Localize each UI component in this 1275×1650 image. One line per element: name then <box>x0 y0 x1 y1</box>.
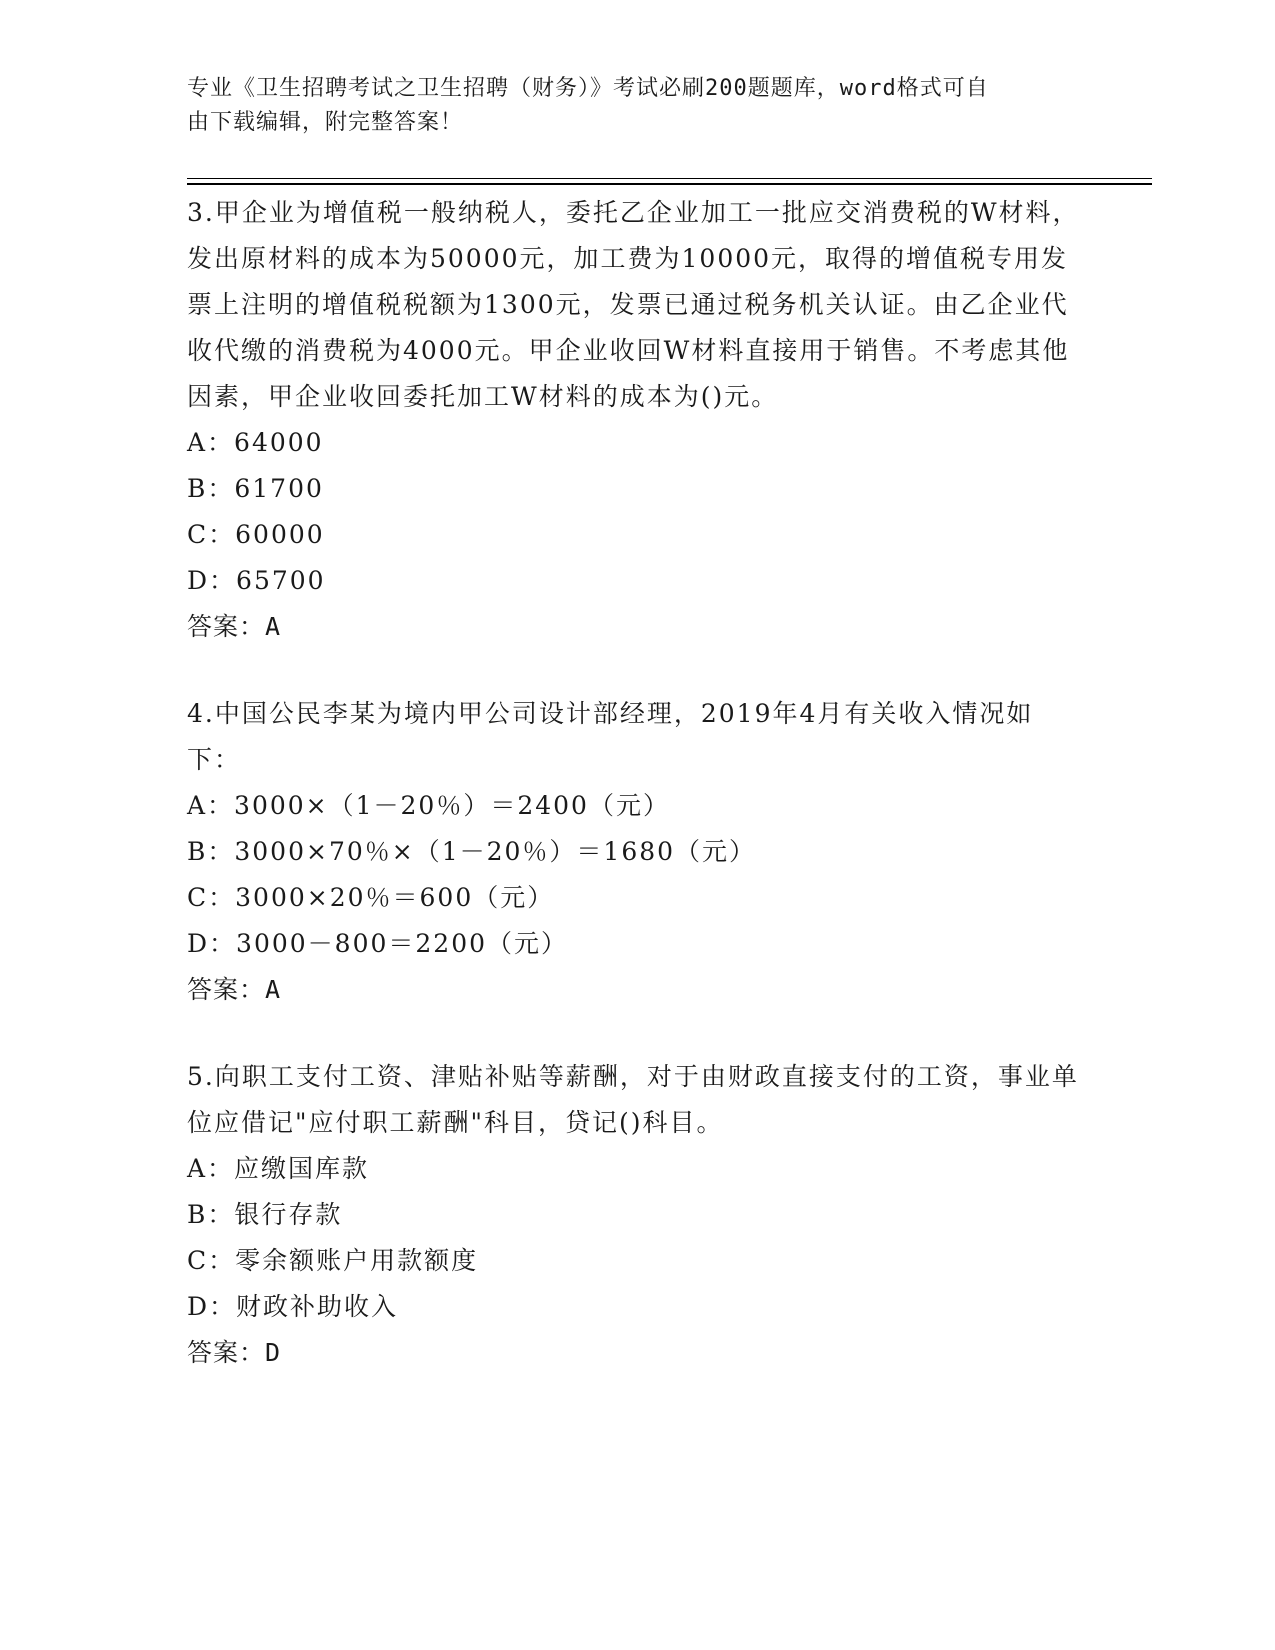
answer: 答案：A <box>187 975 282 1004</box>
option-a: A：应缴国库款 <box>187 1154 370 1183</box>
question-stem: 4.中国公民李某为境内甲公司设计部经理，2019年4月有关收入情况如下： <box>187 699 1034 774</box>
question-5 <box>187 1054 1087 1376</box>
option-d: D：3000－800＝2200（元） <box>187 929 569 958</box>
option-b: B：3000×70％×（1－20％）＝1680（元） <box>187 837 757 866</box>
option-b: B：61700 <box>187 474 324 503</box>
question-3 <box>187 190 1087 650</box>
answer: 答案：A <box>187 612 282 641</box>
option-c: C：60000 <box>187 520 325 549</box>
option-a: A：3000×（1－20％）＝2400（元） <box>187 791 670 820</box>
document-header <box>187 72 1067 140</box>
option-d: D：财政补助收入 <box>187 1292 399 1321</box>
question-stem: 3.甲企业为增值税一般纳税人，委托乙企业加工一批应交消费税的W材料，发出原材料的成本为50000元，加工费为10000元，取得的增值税专用发票上注明的增值税税额为1300元，发票已通过税务机关认证。由乙企业代收代缴的消费税为4000元。甲企业收回W材料直接用于销售。不考虑其他因素，甲企业收回委托加工W材料的成本为()元。 <box>187 198 1080 411</box>
question-stem: 5.向职工支付工资、津贴补贴等薪酬，对于由财政直接支付的工资，事业单位应借记"应付职工薪酬"科目，贷记()科目。 <box>187 1062 1079 1137</box>
option-c: C：3000×20％＝600（元） <box>187 883 555 912</box>
option-b: B：银行存款 <box>187 1200 343 1229</box>
question-list <box>187 190 1087 1417</box>
answer: 答案：D <box>187 1338 282 1367</box>
header-divider-thin <box>187 178 1152 179</box>
option-d: D：65700 <box>187 566 326 595</box>
question-4 <box>187 691 1087 1013</box>
option-a: A：64000 <box>187 428 324 457</box>
header-line-1: 专业《卫生招聘考试之卫生招聘（财务）》考试必刷200题题库，word格式可自 <box>187 76 989 101</box>
option-c: C：零余额账户用款额度 <box>187 1246 479 1275</box>
header-line-2: 由下载编辑，附完整答案！ <box>187 110 464 135</box>
header-divider-thick <box>187 183 1152 185</box>
